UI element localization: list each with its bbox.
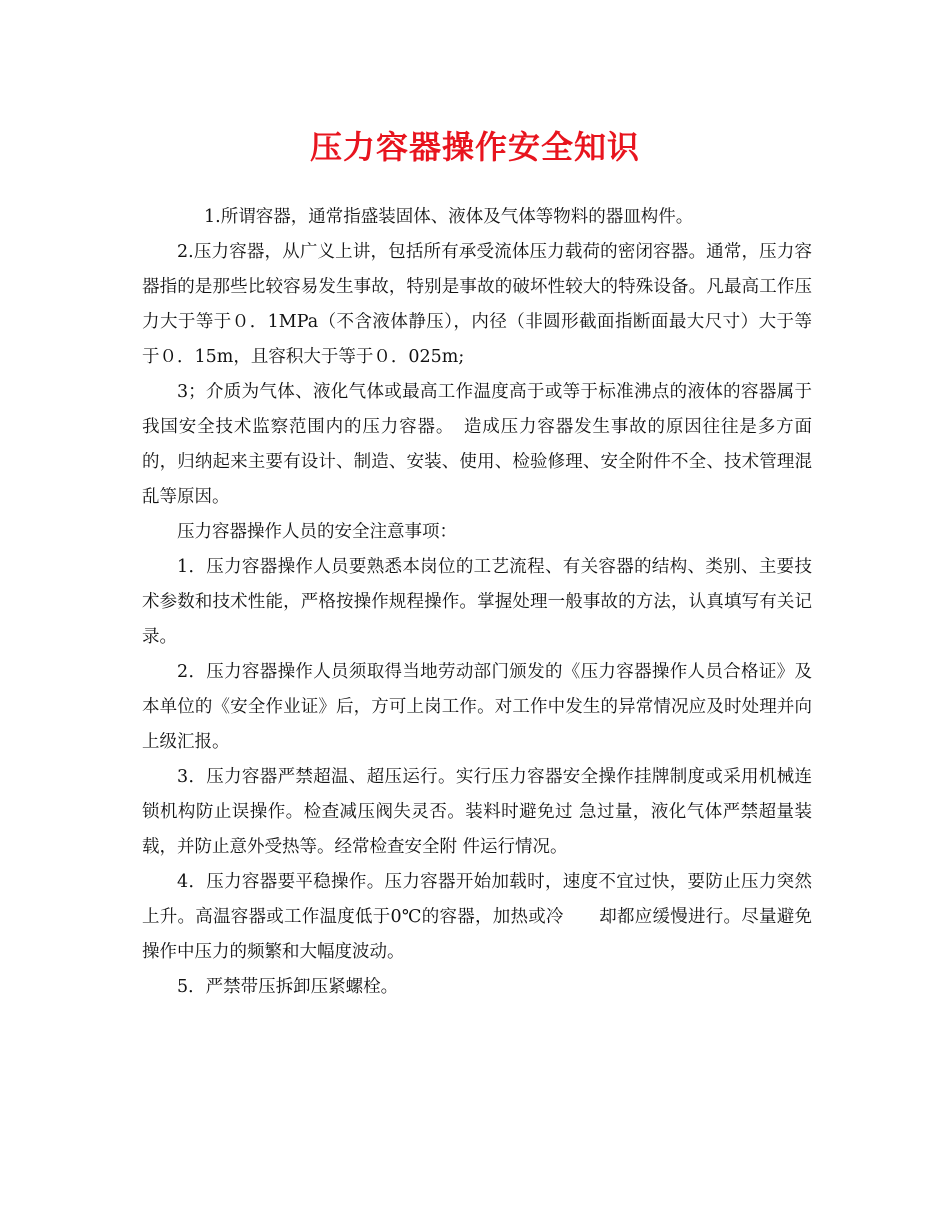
paragraph: 4．压力容器要平稳操作。压力容器开始加载时，速度不宜过快，要防止压力突然上升。高温容器或工作温度低于0℃的容器，加热或冷 却都应缓慢进行。尽量避免操作中压力的频繁和大幅度波动。 [142,872,812,962]
paragraph: 2．压力容器操作人员须取得当地劳动部门颁发的《压力容器操作人员合格证》及本单位的《安全作业证》后，方可上岗工作。对工作中发生的异常情况应及时处理并向上级汇报。 [142,662,812,752]
paragraph: 3．压力容器严禁超温、超压运行。实行压力容器安全操作挂牌制度或采用机械连锁机构防止误操作。检查减压阀失灵否。装料时避免过 急过量，液化气体严禁超量装载，并防止意外受热等。经常检查安全附 件运行情况。 [142,767,812,857]
document-title: 压力容器操作安全知识 [309,128,640,166]
paragraph: 2.压力容器，从广义上讲，包括所有承受流体压力载荷的密闭容器。通常，压力容器指的是那些比较容易发生事故，特别是事故的破坏性较大的特殊设备。凡最高工作压力大于等于０．1MPa（不含液体静压），内径（非圆形截面指断面最大尺寸）大于等于０．15m，且容积大于等于０．025m; [142,242,812,367]
section-heading: 压力容器操作人员的安全注意事项： [177,522,457,542]
paragraph: 1．压力容器操作人员要熟悉本岗位的工艺流程、有关容器的结构、类别、主要技术参数和技术性能，严格按操作规程操作。掌握处理一般事故的方法，认真填写有关记录。 [142,557,812,647]
paragraph: 5．严禁带压拆卸压紧螺栓。 [177,977,399,997]
document-body [142,200,812,1005]
paragraph: 3；介质为气体、液化气体或最高工作温度高于或等于标准沸点的液体的容器属于我国安全技术监察范围内的压力容器。 造成压力容器发生事故的原因往往是多方面的，归纳起来主要有设计、制造、安装、使用、检验修理、安全附件不全、技术管理混乱等原因。 [142,382,812,507]
paragraph: 1.所谓容器，通常指盛装固体、液体及气体等物料的器皿构件。 [204,207,694,227]
